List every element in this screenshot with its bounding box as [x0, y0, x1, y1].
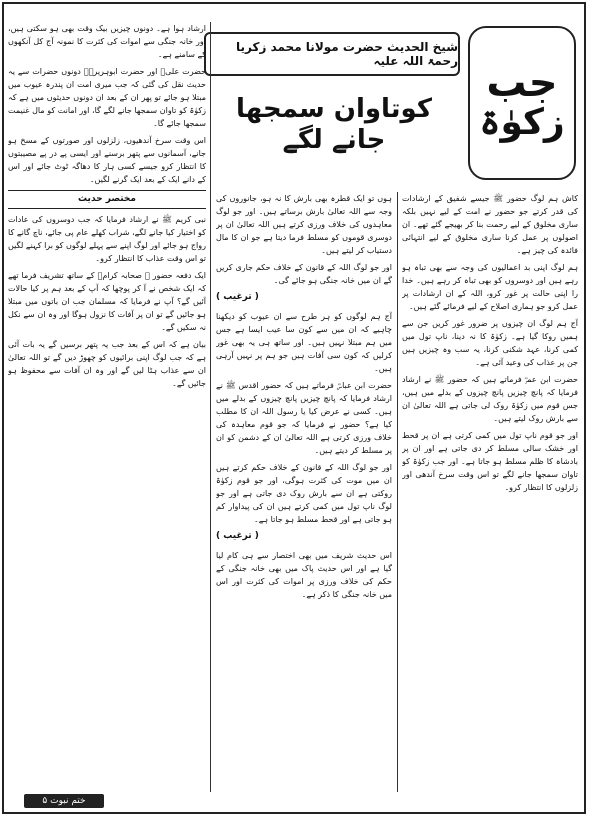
column-middle [216, 192, 392, 790]
column-left [8, 22, 206, 790]
paragraph: ارشاد ہوا ہے۔ دونوں چیزیں بیک وقت بھی ہو سکتی ہیں، اور خانہ جنگی سے اموات کی کثرت کا نمونہ آج کل آنکھوں کے سامنے ہے۔ [8, 24, 206, 59]
paragraph: بیان ہے کہ اس کے بعد جب یہ پتھر برسیں گے یہ بات آئی ہے کہ جب لوگ اپنی برائیوں کو چھوڑ دیں گے تو اللہ تعالیٰ ان سے عذاب ہٹا لیں گے اور وہ ان آفات سے محفوظ ہو جائیں گے۔ [8, 340, 206, 388]
title-box [468, 26, 576, 180]
paragraph: اور جو لوگ اللہ کے قانون کے خلاف حکم کرتے ہیں ان میں موت کی کثرت ہوگی، اور جو قوم زکوٰۃ روکتی ہے ان سے بارش روک دی جاتی ہے اور جو لوگ ناپ تول میں کمی کرتے ہیں ان کی پیداوار کم ہو جاتی ہے اور قحط مسلط ہو جاتا ہے۔ [216, 463, 392, 524]
paragraph: اور جو لوگ اللہ کے قانون کے خلاف حکم جاری کریں گے ان میں خانہ جنگی ہو جائے گی۔ [216, 263, 392, 285]
reference-label: ( ترغیب ) [216, 292, 259, 302]
column-rule [397, 192, 398, 792]
title-line-1: جب [486, 60, 558, 107]
paragraph: ہم لوگ اپنی بد اعمالیوں کی وجہ سے بھی تباہ ہو رہے ہیں اور دوسروں کو بھی تباہ کر رہے ہیں۔ خدا را اپنی حالت پر غور کرو، اللہ کے ان ارشادات پر عمل کرو جو ہماری اصلاح کے لیے فرمائے گئے ہیں۔ [402, 263, 578, 311]
column-right [402, 192, 578, 790]
paragraph: ایک دفعہ حضور ﷺ صحابہ کرامؓ کے ساتھ تشریف فرما تھے کہ ایک شخص نے آ کر پوچھا کہ آپ کے بعد ہم پر کیا حالات آئیں گے؟ آپ نے فرمایا کہ مسلمان جب ان باتوں میں مبتلا ہو جائیں گے تو ان پر آفات کا نزول ہوگا اور وہ ان سے نکل نہ سکیں گے۔ [8, 271, 206, 332]
column-rule [210, 22, 211, 792]
section-heading: مختصر حدیث [8, 190, 206, 209]
headline-block [204, 22, 580, 182]
paragraph: آج ہم لوگ ان چیزوں پر ضرور غور کریں جن سے ہمیں روکا گیا ہے۔ زکوٰۃ کا نہ دینا، ناپ تول میں کمی کرنا، عہد شکنی کرنا، یہ سب وہ چیزیں ہیں جن پر عذاب کی وعید آئی ہے۔ [402, 319, 578, 367]
paragraph: اس حدیث شریف میں بھی اختصار سے ہی کام لیا گیا ہے اور اس حدیث پاک میں بھی خانہ جنگی کے حکم کی خلاف ورزی پر اموات کی کثرت اور اس میں خانہ جنگی کا ذکر ہے۔ [216, 551, 392, 599]
reference-label: ( ترغیب ) [216, 531, 259, 541]
paragraph: آج ہم لوگوں کو ہر طرح سے ان عیوب کو دیکھنا چاہیے کہ ان میں سے کون سا عیب ایسا ہے جس میں ہم مبتلا نہیں ہیں۔ اور ساتھ ہی یہ بھی غور کرلیں کہ کون سی آفات ہیں جو ہم پر نہیں آرہی ہیں۔ [216, 312, 392, 373]
paragraph: کاش ہم لوگ حضور ﷺ جیسے شفیق کے ارشادات کی قدر کرتے جو حضور نے امت کے لیے نہیں بلکہ ساری مخلوق کے لیے رحمت بنا کر بھیجے گئے تھے۔ ان اصولوں پر عمل کرنا ساری مخلوق کے لیے انتہائی فائدہ کی چیز ہے۔ [402, 194, 578, 255]
page-footer-label: ختم نبوت ۵ [24, 794, 104, 808]
paragraph: ہوں تو ایک قطرہ بھی بارش کا نہ ہو، جانوروں کی وجہ سے اللہ تعالیٰ بارش برساتے ہیں۔ اور جو لوگ معاہدوں کی خلاف ورزی کرتے ہیں اللہ تعالیٰ ان پر دوسری قوموں کو مسلط فرما دیتا ہے جو ان کا مال دستیاب کر لیتے ہیں۔ [216, 194, 392, 255]
paragraph: اس وقت سرخ آندھیوں، زلزلوں اور صورتوں کے مسخ ہو جانے، آسمانوں سے پتھر برسنے اور ایسی پے در پے مصیبتوں کا انتظار کرو جیسے کسی ہار کا دھاگہ ٹوٹ جائے اور اس کے دانے ایک کے بعد ایک گرنے لگیں۔ [8, 136, 206, 184]
paragraph: اور جو قوم ناپ تول میں کمی کرتی ہے ان پر قحط اور خشک سالی مسلط کر دی جاتی ہے اور ان پر بادشاہ کا ظلم مسلط ہو جاتا ہے۔ اور جب زکوٰۃ کو تاوان سمجھا جانے لگے تو اس وقت سرخ آندھی اور زلزلوں کا انتظار کرو۔ [402, 431, 578, 492]
paragraph: نبی کریم ﷺ نے ارشاد فرمایا کہ جب دوسروں کی عادات کو اختیار کیا جانے لگے، شراب کھلے عام پی جائے، ناچ گانے کا رواج ہو جائے اور لوگ اپنے سے پہلے لوگوں کو برا کہنے لگیں تو اس وقت عذاب کا انتظار کرو۔ [8, 215, 206, 263]
newspaper-page [2, 2, 586, 814]
paragraph: حضرت ابن عمرؓ فرماتے ہیں کہ حضور ﷺ نے ارشاد فرمایا کہ پانچ چیزیں پانچ چیزوں کے بدلے میں ہیں، جس قوم میں زکوٰۃ روک لی جاتی ہے اللہ تعالیٰ ان سے بارش روک لیتے ہیں۔ [402, 375, 578, 423]
title-line-2: زکوٰۃ [479, 102, 565, 144]
author-byline: شیخ الحدیث حضرت مولانا محمد زکریا رحمۃ اللہ علیہ [204, 32, 460, 76]
paragraph: حضرت ابن عباسؓ فرماتے ہیں کہ حضور اقدس ﷺ نے ارشاد فرمایا کہ پانچ چیزیں پانچ چیزوں کے بدلے میں ہیں۔ کسی نے عرض کیا یا رسول اللہ ان کا مطلب کیا ہے؟ حضور نے فرمایا کہ جو قوم معاہدہ کی خلاف ورزی کرتی ہے اللہ تعالیٰ ان کے دشمن کو ان پر مسلط کر دیتے ہیں۔ [216, 381, 392, 455]
headline-subtitle: کوتاوان سمجھا جانے لگے [236, 94, 432, 156]
paragraph: حضرت علیؓ اور حضرت ابوہریرہؓ دونوں حضرات سے یہ حدیث نقل کی گئی کہ جب میری امت ان پندرہ عیوب میں مبتلا ہو جائے تو پھر ان کے بعد ان دونوں حدیثوں میں ہے کہ زکوٰۃ کو تاوان سمجھا جانے لگے گا، اور امانت کو مال غنیمت سمجھا جائے گا۔ [8, 67, 206, 128]
